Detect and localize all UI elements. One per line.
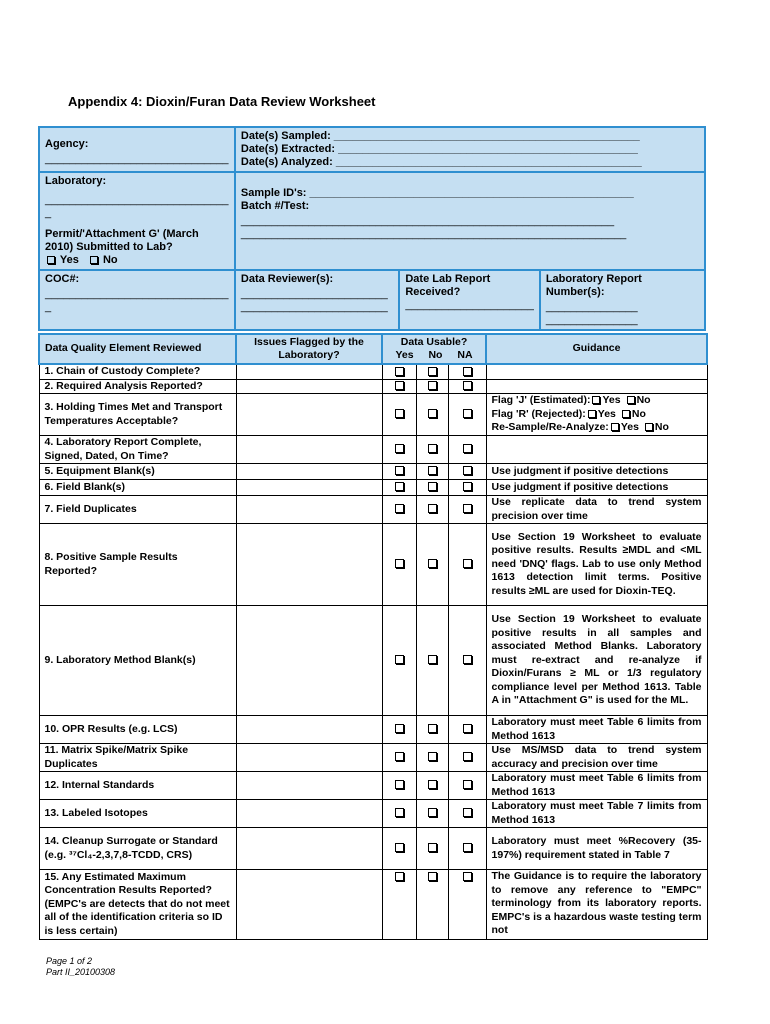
- issues-cell[interactable]: [236, 394, 382, 436]
- usable-yes-checkbox[interactable]: [395, 504, 404, 513]
- usable-na-checkbox[interactable]: [463, 444, 472, 453]
- usable-na-cell: [448, 524, 486, 606]
- usable-na-cell: [448, 464, 486, 480]
- usable-no-checkbox[interactable]: [428, 381, 437, 390]
- table-row: [39, 716, 707, 744]
- table-row: [39, 364, 707, 379]
- guidance-cell: [486, 379, 707, 394]
- guidance-cell: The Guidance is to require the laboratory to remove any reference to "EMPC" terminology from its laboratory reports. EMPC's is a hazardous waste testing term not: [486, 870, 707, 940]
- usable-yes-cell: [382, 744, 416, 772]
- element-cell: 3. Holding Times Met and Transport Temperatures Acceptable?: [39, 394, 236, 436]
- resample-no-label: No: [654, 421, 669, 434]
- table-row: [39, 828, 707, 870]
- agency-line: ______________________________: [45, 153, 229, 165]
- usable-no-checkbox[interactable]: [428, 444, 437, 453]
- usable-no-cell: [416, 744, 448, 772]
- flag-j-yes-checkbox[interactable]: [592, 396, 600, 404]
- usable-no-checkbox[interactable]: [428, 872, 437, 881]
- usable-yes-cell: [382, 464, 416, 480]
- element-cell: 9. Laboratory Method Blank(s): [39, 606, 236, 716]
- table-row: [39, 464, 707, 480]
- usable-no-checkbox[interactable]: [428, 780, 437, 789]
- flag-r-yes-label: Yes: [597, 407, 616, 420]
- guidance-cell: Use judgment if positive detections: [486, 480, 707, 496]
- usable-yes-cell: [382, 394, 416, 436]
- usable-na-cell: [448, 364, 486, 379]
- reviewer-line: ________________________: [240, 288, 388, 300]
- usable-no-cell: [416, 828, 448, 870]
- col-yes-header: Yes: [395, 349, 414, 361]
- reviewer-line-2: ________________________: [240, 301, 388, 313]
- sample-cell[interactable]: [235, 172, 705, 270]
- coc-label: COC#:: [45, 273, 80, 285]
- issues-cell[interactable]: [236, 870, 382, 940]
- guidance-cell: Laboratory must meet %Recovery (35-197%) requirement stated in Table 7: [486, 828, 707, 870]
- usable-yes-checkbox[interactable]: [395, 444, 404, 453]
- footer: [46, 956, 115, 978]
- usable-na-checkbox[interactable]: [463, 655, 472, 664]
- usable-no-cell: [416, 716, 448, 744]
- usable-yes-checkbox[interactable]: [395, 466, 404, 475]
- guidance-cell: [486, 364, 707, 379]
- laboratory-cell[interactable]: [39, 172, 235, 270]
- reviewer-cell[interactable]: [235, 270, 399, 330]
- col-na-header: NA: [457, 349, 473, 361]
- permit-yes-checkbox[interactable]: [47, 256, 55, 264]
- data-quality-table: [38, 333, 708, 940]
- usable-yes-checkbox[interactable]: [395, 482, 404, 491]
- usable-na-cell: [448, 606, 486, 716]
- table-row: [39, 800, 707, 828]
- usable-subheaders: [388, 349, 480, 363]
- col-guidance-header: Guidance: [486, 334, 707, 364]
- laboratory-line-2: _: [45, 207, 52, 219]
- dates-extracted: Date(s) Extracted: _________________________________________________: [240, 143, 638, 155]
- guidance-cell: Use Section 19 Worksheet to evaluate positive results. Results ≥MDL and <ML need 'DNQ' flags. Lab to use only Method 1613 detection limit terms. Positive results ≥ML are used for Dioxin-TEQ.: [486, 524, 707, 606]
- usable-no-checkbox[interactable]: [428, 655, 437, 664]
- table-row: [39, 524, 707, 606]
- flag-j-no-label: No: [636, 394, 651, 407]
- element-cell: 1. Chain of Custody Complete?: [39, 364, 236, 379]
- table-row: [39, 496, 707, 524]
- table-row: [39, 744, 707, 772]
- usable-yes-checkbox[interactable]: [395, 724, 404, 733]
- usable-yes-cell: [382, 496, 416, 524]
- guidance-cell: Use Section 19 Worksheet to evaluate positive results in all samples and associated Method Blanks. Laboratory must re-extract and re-analyze if Dioxin/Furans ≥ ML or 1/3 regulatory compliance level per Method 1613. Table A in "Attachment G" is used for the ML.: [486, 606, 707, 716]
- usable-na-cell: [448, 870, 486, 940]
- usable-na-cell: [448, 394, 486, 436]
- issues-cell[interactable]: [236, 364, 382, 379]
- laboratory-label: Laboratory:: [45, 175, 107, 187]
- report-number-line-2: _______________: [545, 314, 638, 326]
- usable-na-checkbox[interactable]: [463, 559, 472, 568]
- usable-na-checkbox[interactable]: [463, 367, 472, 376]
- flag-j-line: [492, 394, 702, 408]
- element-cell: 6. Field Blank(s): [39, 480, 236, 496]
- laboratory-line: ______________________________: [45, 194, 229, 206]
- issues-cell[interactable]: [236, 524, 382, 606]
- usable-no-cell: [416, 524, 448, 606]
- permit-no-checkbox[interactable]: [90, 256, 98, 264]
- usable-no-cell: [416, 800, 448, 828]
- usable-no-checkbox[interactable]: [428, 466, 437, 475]
- col-no-header: No: [428, 349, 443, 361]
- coc-line-2: _: [45, 301, 52, 313]
- table-row: [39, 870, 707, 940]
- usable-yes-checkbox[interactable]: [395, 843, 404, 852]
- agency-cell[interactable]: [39, 127, 235, 172]
- page-number: Page 1 of 2: [46, 956, 93, 966]
- issues-cell[interactable]: [236, 496, 382, 524]
- batch-line-2: _______________________________________________________________: [240, 228, 627, 240]
- resample-line: [492, 421, 702, 435]
- guidance-cell: Laboratory must meet Table 7 limits from Method 1613: [486, 800, 707, 828]
- usable-yes-cell: [382, 772, 416, 800]
- issues-cell[interactable]: [236, 606, 382, 716]
- dates-sampled: Date(s) Sampled: __________________________________________________: [240, 130, 640, 142]
- usable-yes-checkbox[interactable]: [395, 409, 404, 418]
- usable-na-cell: [448, 828, 486, 870]
- dates-cell[interactable]: [235, 127, 705, 172]
- page-title: Appendix 4: Dioxin/Furan Data Review Worksheet: [68, 94, 376, 109]
- usable-no-cell: [416, 436, 448, 464]
- permit-question: Permit/'Attachment G' (March 2010) Submitted to Lab?: [45, 228, 199, 253]
- guidance-cell: [486, 394, 707, 436]
- usable-yes-cell: [382, 480, 416, 496]
- usable-na-checkbox[interactable]: [463, 381, 472, 390]
- element-cell: 15. Any Estimated Maximum Concentration Results Reported? (EMPC's are detects that do not meet all of the identification criteria so ID is less certain): [39, 870, 236, 940]
- guidance-cell: Use replicate data to trend system precision over time: [486, 496, 707, 524]
- element-cell: 10. OPR Results (e.g. LCS): [39, 716, 236, 744]
- coc-cell[interactable]: [39, 270, 235, 330]
- sample-ids: Sample ID's: _____________________________________________________: [240, 187, 634, 199]
- col-element-header: Data Quality Element Reviewed: [39, 334, 236, 364]
- usable-na-checkbox[interactable]: [463, 872, 472, 881]
- usable-na-checkbox[interactable]: [463, 724, 472, 733]
- usable-no-checkbox[interactable]: [428, 843, 437, 852]
- issues-cell[interactable]: [236, 772, 382, 800]
- usable-na-checkbox[interactable]: [463, 752, 472, 761]
- usable-no-checkbox[interactable]: [428, 482, 437, 491]
- report-number-line: _______________: [545, 301, 638, 313]
- report-number-cell[interactable]: [540, 270, 705, 330]
- flag-r-yes-checkbox[interactable]: [588, 410, 596, 418]
- header-info-table: [38, 126, 706, 331]
- usable-no-cell: [416, 772, 448, 800]
- usable-yes-checkbox[interactable]: [395, 367, 404, 376]
- table-row: [39, 480, 707, 496]
- guidance-cell: Laboratory must meet Table 6 limits from Method 1613: [486, 772, 707, 800]
- issues-cell[interactable]: [236, 744, 382, 772]
- usable-no-cell: [416, 364, 448, 379]
- issues-cell[interactable]: [236, 716, 382, 744]
- usable-no-checkbox[interactable]: [428, 409, 437, 418]
- guidance-cell: Use judgment if positive detections: [486, 464, 707, 480]
- table-row: [39, 436, 707, 464]
- batch-line: _____________________________________________________________: [240, 215, 615, 227]
- usable-yes-cell: [382, 828, 416, 870]
- usable-no-checkbox[interactable]: [428, 752, 437, 761]
- permit-yes-label: Yes: [59, 254, 79, 266]
- usable-na-checkbox[interactable]: [463, 466, 472, 475]
- doc-version: Part II_20100308: [46, 967, 116, 977]
- report-number-label: Laboratory Report Number(s):: [545, 273, 642, 298]
- issues-cell[interactable]: [236, 480, 382, 496]
- issues-cell[interactable]: [236, 800, 382, 828]
- usable-na-checkbox[interactable]: [463, 504, 472, 513]
- issues-cell[interactable]: [236, 436, 382, 464]
- usable-na-checkbox[interactable]: [463, 780, 472, 789]
- resample-yes-label: Yes: [620, 421, 639, 434]
- usable-yes-checkbox[interactable]: [395, 752, 404, 761]
- usable-no-cell: [416, 480, 448, 496]
- issues-cell[interactable]: [236, 464, 382, 480]
- table-row: [39, 772, 707, 800]
- usable-no-checkbox[interactable]: [428, 367, 437, 376]
- flag-r-label: Flag 'R' (Rejected):: [491, 407, 586, 420]
- flag-r-line: [492, 408, 702, 422]
- usable-yes-cell: [382, 524, 416, 606]
- usable-no-cell: [416, 464, 448, 480]
- usable-no-cell: [416, 394, 448, 436]
- guidance-cell: Use MS/MSD data to trend system accuracy and precision over time: [486, 744, 707, 772]
- table-row: [39, 394, 707, 436]
- usable-na-cell: [448, 379, 486, 394]
- permit-no-label: No: [102, 254, 118, 266]
- usable-title: Data Usable?: [400, 335, 468, 348]
- col-issues-header: Issues Flagged by the Laboratory?: [236, 334, 382, 364]
- usable-no-cell: [416, 606, 448, 716]
- usable-yes-cell: [382, 606, 416, 716]
- resample-label: Re-Sample/Re-Analyze:: [491, 421, 609, 434]
- element-cell: 5. Equipment Blank(s): [39, 464, 236, 480]
- usable-na-cell: [448, 496, 486, 524]
- usable-na-cell: [448, 800, 486, 828]
- usable-no-cell: [416, 496, 448, 524]
- flag-j-label: Flag 'J' (Estimated):: [491, 394, 591, 407]
- flag-j-yes-label: Yes: [602, 394, 621, 407]
- issues-cell[interactable]: [236, 379, 382, 394]
- usable-yes-cell: [382, 870, 416, 940]
- batch-label: Batch #/Test:: [240, 200, 310, 212]
- usable-yes-cell: [382, 716, 416, 744]
- coc-line: ______________________________: [45, 288, 229, 300]
- usable-no-checkbox[interactable]: [428, 504, 437, 513]
- flag-r-no-checkbox[interactable]: [622, 410, 630, 418]
- guidance-cell: Laboratory must meet Table 6 limits from Method 1613: [486, 716, 707, 744]
- element-cell: 14. Cleanup Surrogate or Standard (e.g. ³⁷Cl₄-2,3,7,8-TCDD, CRS): [39, 828, 236, 870]
- element-cell: 13. Labeled Isotopes: [39, 800, 236, 828]
- date-received-cell[interactable]: [399, 270, 539, 330]
- usable-yes-cell: [382, 364, 416, 379]
- usable-na-checkbox[interactable]: [463, 808, 472, 817]
- usable-yes-checkbox[interactable]: [395, 808, 404, 817]
- usable-na-cell: [448, 436, 486, 464]
- guidance-cell: [486, 436, 707, 464]
- col-usable-header: [382, 334, 486, 364]
- usable-yes-cell: [382, 800, 416, 828]
- usable-no-checkbox[interactable]: [428, 808, 437, 817]
- usable-na-cell: [448, 716, 486, 744]
- element-cell: 8. Positive Sample Results Reported?: [39, 524, 236, 606]
- usable-yes-checkbox[interactable]: [395, 381, 404, 390]
- flag-j-no-checkbox[interactable]: [627, 396, 635, 404]
- reviewer-label: Data Reviewer(s):: [240, 273, 334, 285]
- element-cell: 7. Field Duplicates: [39, 496, 236, 524]
- table-row: [39, 606, 707, 716]
- resample-no-checkbox[interactable]: [645, 423, 653, 431]
- usable-yes-checkbox[interactable]: [395, 655, 404, 664]
- usable-no-cell: [416, 870, 448, 940]
- usable-yes-checkbox[interactable]: [395, 780, 404, 789]
- usable-no-cell: [416, 379, 448, 394]
- element-cell: 4. Laboratory Report Complete, Signed, Dated, On Time?: [39, 436, 236, 464]
- table-row: [39, 379, 707, 394]
- element-cell: 11. Matrix Spike/Matrix Spike Duplicates: [39, 744, 236, 772]
- usable-na-checkbox[interactable]: [463, 482, 472, 491]
- usable-yes-cell: [382, 436, 416, 464]
- usable-na-checkbox[interactable]: [463, 409, 472, 418]
- usable-yes-checkbox[interactable]: [395, 559, 404, 568]
- usable-na-checkbox[interactable]: [463, 843, 472, 852]
- usable-yes-checkbox[interactable]: [395, 872, 404, 881]
- flag-r-no-label: No: [631, 407, 646, 420]
- resample-yes-checkbox[interactable]: [611, 423, 619, 431]
- issues-cell[interactable]: [236, 828, 382, 870]
- date-received-line: _____________________: [405, 299, 534, 311]
- usable-na-cell: [448, 744, 486, 772]
- element-cell: 12. Internal Standards: [39, 772, 236, 800]
- date-received-label: Date Lab Report Received?: [405, 273, 491, 298]
- usable-no-checkbox[interactable]: [428, 559, 437, 568]
- usable-na-cell: [448, 772, 486, 800]
- usable-no-checkbox[interactable]: [428, 724, 437, 733]
- usable-na-cell: [448, 480, 486, 496]
- usable-yes-cell: [382, 379, 416, 394]
- permit-options: [45, 254, 229, 267]
- agency-label: Agency:: [45, 138, 89, 150]
- element-cell: 2. Required Analysis Reported?: [39, 379, 236, 394]
- dates-analyzed: Date(s) Analyzed: __________________________________________________: [240, 156, 642, 168]
